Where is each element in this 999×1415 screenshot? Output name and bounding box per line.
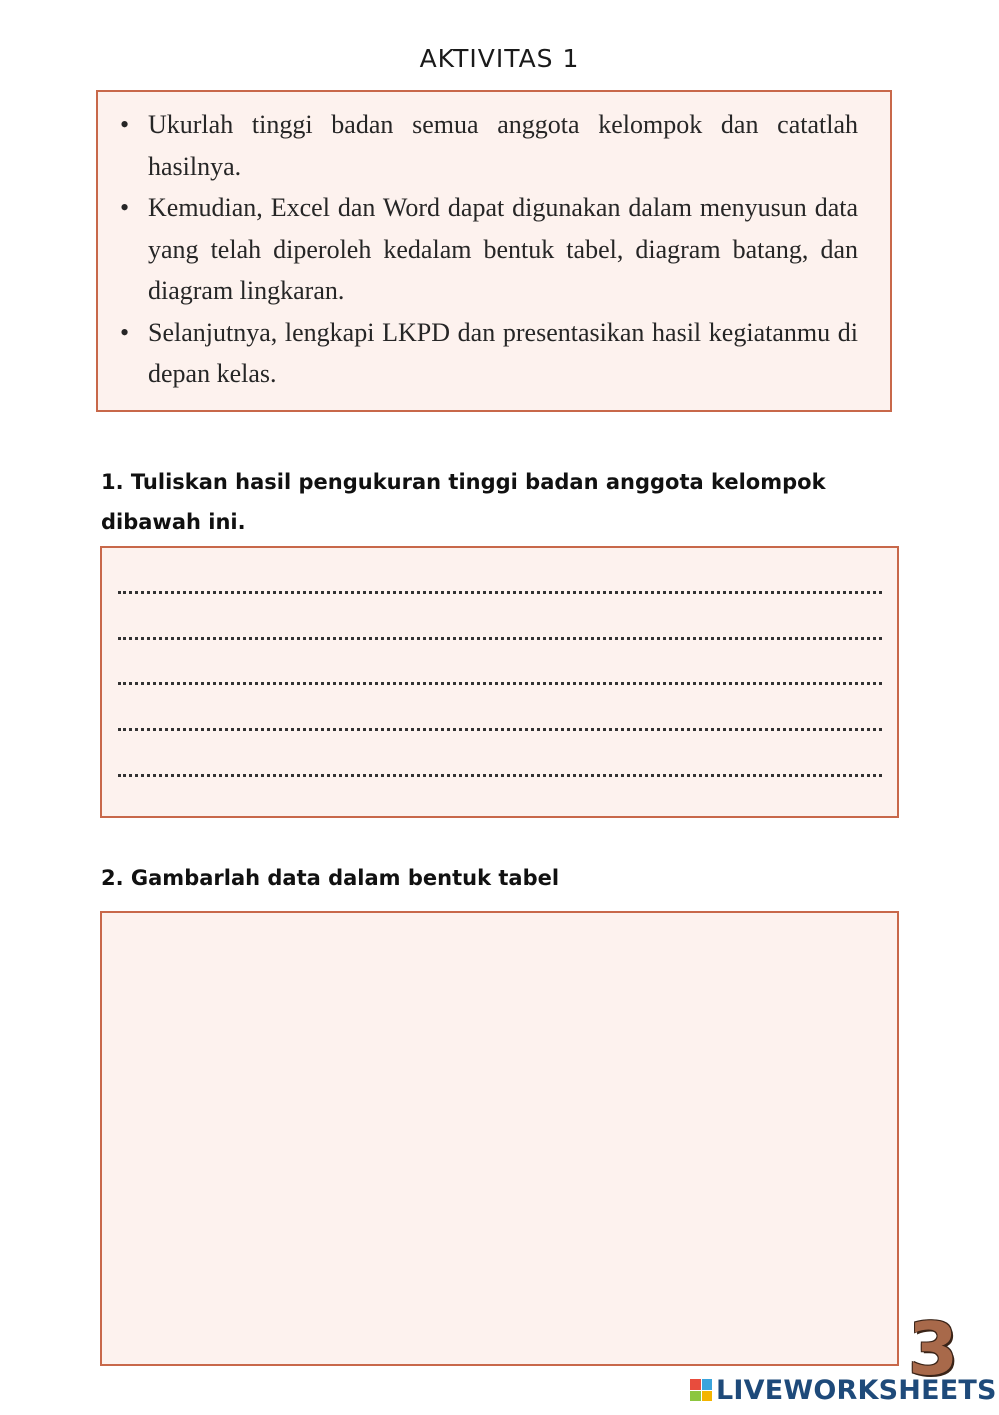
instruction-item <box>120 312 858 395</box>
instruction-text: Selanjutnya, lengkapi LKPD dan presentasikan hasil kegiatanmu di depan kelas. <box>148 317 858 388</box>
answer-line-1[interactable] <box>118 586 882 594</box>
answer-box-1 <box>100 546 899 818</box>
instruction-text: Kemudian, Excel dan Word dapat digunakan dalam menyusun data yang telah diperoleh kedalam bentuk tabel, diagram batang, dan diagram lingkaran. <box>148 193 858 305</box>
bullet-icon: • <box>120 110 130 139</box>
page-title: AKTIVITAS 1 <box>419 44 580 73</box>
liveworksheets-logo <box>690 1374 997 1406</box>
bullet-icon: • <box>120 193 130 222</box>
question-1: 1. Tuliskan hasil pengukuran tinggi badan anggota kelompok dibawah ini. <box>101 470 826 534</box>
table-drawing-area[interactable] <box>100 911 899 1366</box>
question-2: 2. Gambarlah data dalam bentuk tabel <box>101 866 560 890</box>
answer-line-4[interactable] <box>118 723 882 731</box>
instruction-text: Ukurlah tinggi badan semua anggota kelompok dan catatlah hasilnya. <box>148 110 858 181</box>
instruction-item <box>120 187 858 312</box>
bullet-icon: • <box>120 317 130 347</box>
instruction-item <box>120 104 858 187</box>
page-number: 3 <box>908 1307 959 1391</box>
brand-text: LIVEWORKSHEETS <box>716 1374 997 1406</box>
answer-line-3[interactable] <box>118 677 882 685</box>
instructions-box <box>96 90 892 412</box>
answer-line-5[interactable] <box>118 769 882 777</box>
answer-line-2[interactable] <box>118 632 882 640</box>
instructions-list <box>120 104 858 395</box>
liveworksheets-icon <box>690 1379 712 1401</box>
